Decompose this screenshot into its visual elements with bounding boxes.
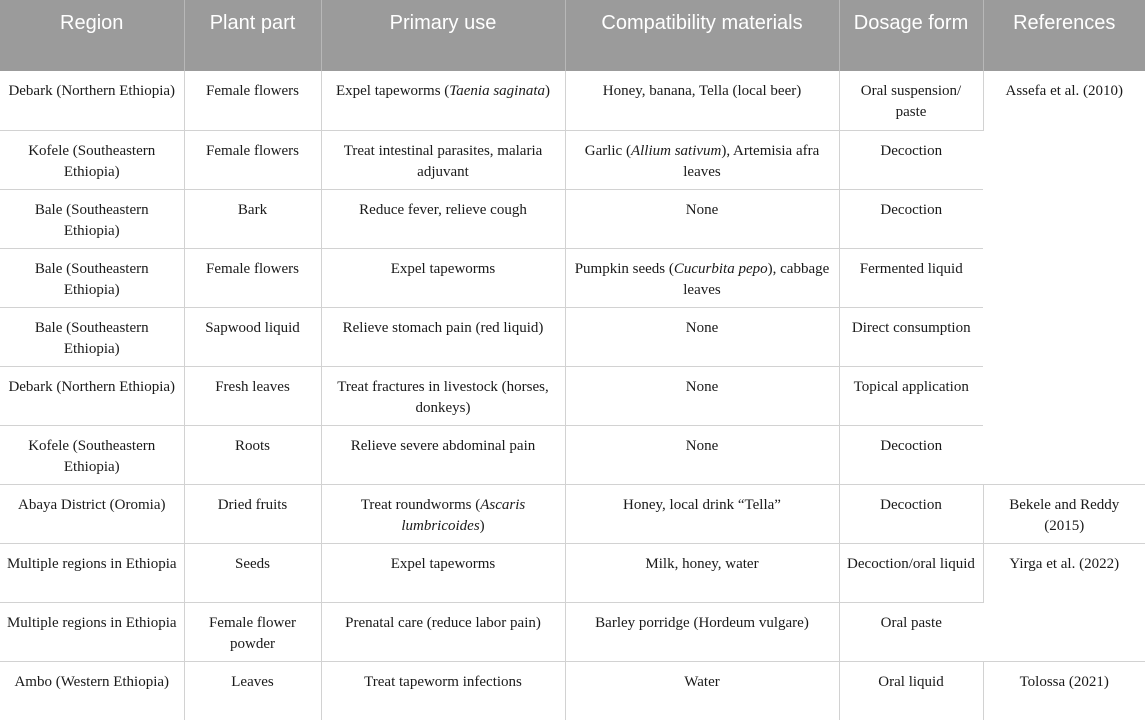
cell-compatibility-materials: Milk, honey, water — [565, 543, 839, 602]
cell-dosage-form: Decoction — [839, 189, 983, 248]
table-row — [0, 307, 1145, 366]
cell-plant-part: Seeds — [184, 543, 321, 602]
cell-compatibility-materials: None — [565, 189, 839, 248]
cell-primary-use: Reduce fever, relieve cough — [321, 189, 565, 248]
cell-reference: Bekele and Reddy (2015) — [983, 484, 1145, 543]
cell-region: Bale (Southeastern Ethiopia) — [0, 307, 184, 366]
cell-primary-use: Prenatal care (reduce labor pain) — [321, 602, 565, 661]
cell-plant-part: Leaves — [184, 661, 321, 720]
cell-primary-use: Expel tapeworms — [321, 248, 565, 307]
cell-plant-part: Female flower powder — [184, 602, 321, 661]
cell-region: Abaya District (Oromia) — [0, 484, 184, 543]
cell-compatibility-materials: None — [565, 366, 839, 425]
cell-compatibility-materials: Garlic (Allium sativum), Artemisia afra leaves — [565, 130, 839, 189]
cell-dosage-form: Decoction — [839, 484, 983, 543]
cell-region: Multiple regions in Ethiopia — [0, 543, 184, 602]
cell-compatibility-materials: None — [565, 307, 839, 366]
table-row — [0, 366, 1145, 425]
cell-plant-part: Sapwood liquid — [184, 307, 321, 366]
cell-plant-part: Roots — [184, 425, 321, 484]
cell-dosage-form: Oral suspension/ paste — [839, 71, 983, 130]
cell-primary-use: Treat tapeworm infections — [321, 661, 565, 720]
cell-dosage-form: Decoction — [839, 425, 983, 484]
cell-plant-part: Female flowers — [184, 71, 321, 130]
cell-plant-part: Dried fruits — [184, 484, 321, 543]
cell-region: Bale (Southeastern Ethiopia) — [0, 248, 184, 307]
cell-region: Debark (Northern Ethiopia) — [0, 71, 184, 130]
cell-region: Debark (Northern Ethiopia) — [0, 366, 184, 425]
cell-primary-use: Treat intestinal parasites, malaria adjuvant — [321, 130, 565, 189]
table-header-row — [0, 0, 1145, 71]
table-row — [0, 661, 1145, 720]
cell-reference: Tolossa (2021) — [1019, 673, 1109, 690]
cell-region: Ambo (Western Ethiopia) — [0, 661, 184, 720]
header-references: References — [983, 0, 1145, 71]
table-row — [0, 425, 1145, 484]
table-row — [0, 189, 1145, 248]
cell-primary-use: Expel tapeworms (Taenia saginata) — [321, 71, 565, 130]
table-row — [0, 602, 1145, 661]
cell-dosage-form: Decoction/oral liquid — [839, 543, 983, 602]
cell-compatibility-materials: Honey, banana, Tella (local beer) — [565, 71, 839, 130]
cell-dosage-form: Topical application — [839, 366, 983, 425]
cell-primary-use: Expel tapeworms — [321, 543, 565, 602]
cell-primary-use: Treat fractures in livestock (horses, donkeys) — [321, 366, 565, 425]
table-row — [0, 130, 1145, 189]
cell-dosage-form: Oral paste — [839, 602, 983, 661]
header-dosage-form: Dosage form — [839, 0, 983, 71]
table-row — [0, 248, 1145, 307]
cell-region: Multiple regions in Ethiopia — [0, 602, 184, 661]
table-body — [0, 71, 1145, 720]
cell-compatibility-materials: Barley porridge (Hordeum vulgare) — [565, 602, 839, 661]
cell-reference: Yirga et al. (2022) — [983, 543, 1145, 661]
cell-region: Kofele (Southeastern Ethiopia) — [0, 130, 184, 189]
cell-primary-use: Relieve stomach pain (red liquid) — [321, 307, 565, 366]
cell-dosage-form: Oral liquid — [839, 661, 983, 720]
cell-plant-part: Female flowers — [184, 248, 321, 307]
cell-dosage-form: Direct consumption — [839, 307, 983, 366]
cell-compatibility-materials: None — [565, 425, 839, 484]
cell-compatibility-materials: Water — [565, 661, 839, 720]
cell-primary-use: Treat roundworms (Ascaris lumbricoides) — [321, 484, 565, 543]
header-region: Region — [0, 0, 184, 71]
cell-plant-part: Fresh leaves — [184, 366, 321, 425]
cell-plant-part: Bark — [184, 189, 321, 248]
cell-region: Bale (Southeastern Ethiopia) — [0, 189, 184, 248]
cell-dosage-form: Fermented liquid — [839, 248, 983, 307]
table-row — [0, 484, 1145, 543]
header-compatibility-materials: Compatibility materials — [565, 0, 839, 71]
cell-plant-part: Female flowers — [184, 130, 321, 189]
header-primary-use: Primary use — [321, 0, 565, 71]
table-row — [0, 71, 1145, 130]
cell-reference: Assefa et al. (2010) — [983, 71, 1145, 484]
cell-compatibility-materials: Honey, local drink “Tella” — [565, 484, 839, 543]
cell-dosage-form: Decoction — [839, 130, 983, 189]
header-plant-part: Plant part — [184, 0, 321, 71]
cell-compatibility-materials: Pumpkin seeds (Cucurbita pepo), cabbage leaves — [565, 248, 839, 307]
table-row — [0, 543, 1145, 602]
cell-region: Kofele (Southeastern Ethiopia) — [0, 425, 184, 484]
cell-primary-use: Relieve severe abdominal pain — [321, 425, 565, 484]
